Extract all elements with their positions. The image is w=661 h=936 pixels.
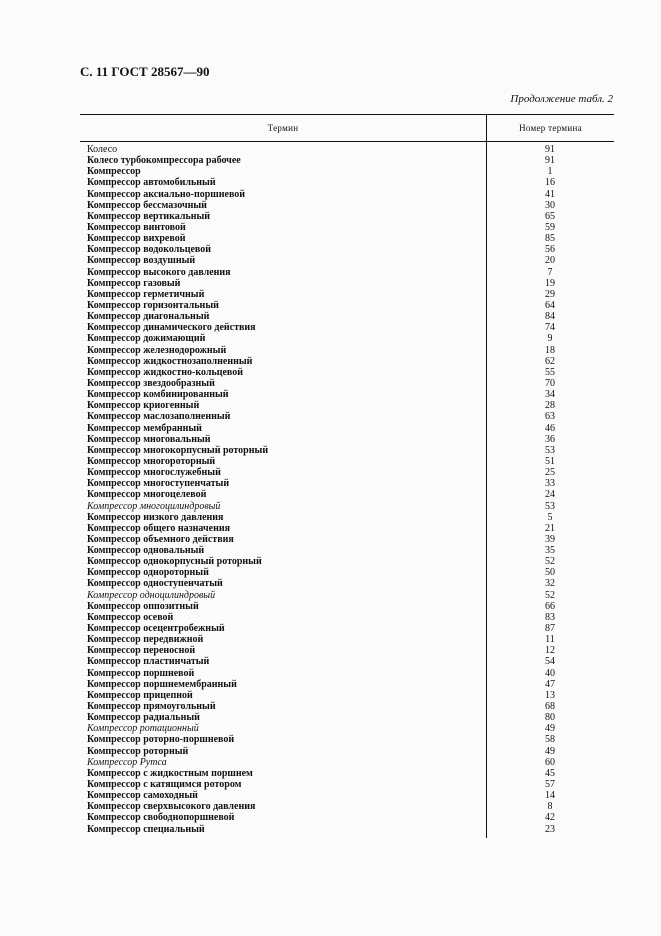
term-number-cell: 51 [545, 455, 555, 467]
term-number-cell: 60 [545, 756, 555, 768]
table-row [80, 211, 614, 222]
table-body [80, 144, 614, 835]
term-cell: Компрессор прямоугольный [87, 701, 216, 713]
table-row [80, 445, 614, 456]
table-row [80, 556, 614, 567]
term-cell: Компрессор водокольцевой [87, 244, 211, 256]
table-row [80, 679, 614, 690]
term-number-cell: 32 [545, 578, 555, 590]
table-row [80, 701, 614, 712]
term-cell: Компрессор многовальный [87, 433, 211, 445]
table-row [80, 723, 614, 734]
term-cell: Компрессор однокорпусный роторный [87, 556, 262, 568]
term-cell: Компрессор с жидкостным поршнем [87, 767, 253, 779]
term-number-cell: 83 [545, 611, 555, 623]
term-number-cell: 35 [545, 545, 555, 557]
table-row [80, 768, 614, 779]
table-row [80, 534, 614, 545]
table-row [80, 656, 614, 667]
table-row [80, 746, 614, 757]
table-row [80, 545, 614, 556]
table-row [80, 734, 614, 745]
table-row [80, 478, 614, 489]
term-cell: Компрессор роторно-поршневой [87, 734, 235, 746]
term-cell: Компрессор специальный [87, 823, 205, 835]
page-header: С. 11 ГОСТ 28567—90 [80, 64, 210, 79]
table-row [80, 144, 614, 155]
term-cell: Компрессор криогенный [87, 400, 200, 412]
table-header-rule [80, 141, 614, 142]
table-row [80, 690, 614, 701]
table-row [80, 222, 614, 233]
term-number-cell: 62 [545, 355, 555, 367]
term-number-cell: 47 [545, 678, 555, 690]
term-number-cell: 20 [545, 255, 555, 267]
term-cell: Компрессор герметичный [87, 288, 205, 300]
term-cell: Компрессор одноступенчатый [87, 578, 223, 590]
term-cell: Компрессор объемного действия [87, 533, 234, 545]
table-row [80, 267, 614, 278]
table-row [80, 489, 614, 500]
term-cell: Компрессор одноцилиндровый [87, 589, 216, 601]
table-row [80, 712, 614, 723]
term-number-cell: 55 [545, 366, 555, 378]
table-row [80, 623, 614, 634]
term-number-cell: 12 [545, 645, 555, 657]
term-number-cell: 34 [545, 389, 555, 401]
table-row [80, 523, 614, 534]
term-number-cell: 70 [545, 377, 555, 389]
term-cell: Компрессор мембранный [87, 422, 202, 434]
term-cell: Компрессор радиальный [87, 712, 200, 724]
term-number-cell: 74 [545, 322, 555, 334]
term-cell: Компрессор с катящимся ротором [87, 779, 242, 791]
term-number-cell: 42 [545, 812, 555, 824]
terms-table [80, 114, 614, 838]
table-row [80, 189, 614, 200]
term-number-cell: 64 [545, 299, 555, 311]
term-number-cell: 58 [545, 734, 555, 746]
term-number-cell: 1 [547, 166, 553, 178]
table-row [80, 512, 614, 523]
table-row [80, 255, 614, 266]
term-number-cell: 29 [545, 288, 555, 300]
term-number-cell: 41 [545, 188, 555, 200]
table-row [80, 779, 614, 790]
term-cell: Компрессор однороторный [87, 567, 209, 579]
table-row [80, 389, 614, 400]
term-number-cell: 23 [545, 823, 555, 835]
table-row [80, 790, 614, 801]
term-cell: Компрессор Рутса [87, 756, 167, 768]
term-cell: Компрессор прицепной [87, 689, 193, 701]
term-number-cell: 30 [545, 199, 555, 211]
term-number-cell: 8 [547, 801, 553, 813]
table-top-rule [80, 114, 614, 115]
term-number-cell: 36 [545, 433, 555, 445]
term-cell: Компрессор переносной [87, 645, 196, 657]
term-number-cell: 91 [545, 144, 555, 155]
table-row [80, 311, 614, 322]
term-number-cell: 14 [545, 790, 555, 802]
term-number-cell: 52 [545, 589, 555, 601]
term-cell: Компрессор звездообразный [87, 377, 215, 389]
term-number-cell: 57 [545, 779, 555, 791]
table-row [80, 824, 614, 835]
term-number-cell: 59 [545, 221, 555, 233]
term-number-cell: 5 [547, 511, 553, 523]
table-row [80, 668, 614, 679]
table-row [80, 634, 614, 645]
table-row [80, 345, 614, 356]
table-row [80, 801, 614, 812]
term-number-cell: 84 [545, 311, 555, 323]
column-header-number: Номер термина [519, 123, 582, 133]
term-number-cell: 24 [545, 489, 555, 501]
term-number-cell: 68 [545, 701, 555, 713]
term-cell: Компрессор высокого давления [87, 266, 231, 278]
term-number-cell: 25 [545, 467, 555, 479]
term-number-cell: 63 [545, 411, 555, 423]
term-cell: Компрессор многоступенчатый [87, 478, 230, 490]
term-number-cell: 52 [545, 556, 555, 568]
term-cell: Компрессор автомобильный [87, 177, 216, 189]
term-cell: Компрессор поршнемембранный [87, 678, 237, 690]
table-row [80, 590, 614, 601]
table-row [80, 155, 614, 166]
table-row [80, 378, 614, 389]
table-row [80, 166, 614, 177]
term-cell: Компрессор свободнопоршневой [87, 812, 235, 824]
term-number-cell: 49 [545, 745, 555, 757]
term-number-cell: 45 [545, 767, 555, 779]
term-cell: Компрессор жидкостнозаполненный [87, 355, 253, 367]
term-cell: Компрессор пластинчатый [87, 656, 210, 668]
table-row [80, 612, 614, 623]
term-cell: Колесо [87, 144, 118, 155]
term-cell: Компрессор многокорпусный роторный [87, 444, 269, 456]
term-number-cell: 66 [545, 600, 555, 612]
table-row [80, 467, 614, 478]
table-row [80, 757, 614, 768]
term-number-cell: 33 [545, 478, 555, 490]
term-cell: Компрессор оппозитный [87, 600, 199, 612]
term-cell: Компрессор многослужебный [87, 467, 221, 479]
term-number-cell: 16 [545, 177, 555, 189]
term-cell: Компрессор передвижной [87, 634, 204, 646]
term-number-cell: 53 [545, 444, 555, 456]
term-cell: Компрессор воздушный [87, 255, 196, 267]
term-cell: Компрессор динамического действия [87, 322, 256, 334]
term-cell: Компрессор многороторный [87, 455, 216, 467]
term-cell: Компрессор вертикальный [87, 210, 211, 222]
term-cell: Компрессор вихревой [87, 233, 186, 245]
term-cell: Компрессор бессмазочный [87, 199, 207, 211]
term-cell: Компрессор маслозаполненный [87, 411, 231, 423]
term-number-cell: 91 [545, 155, 555, 167]
term-cell: Компрессор многоцилиндровый [87, 500, 221, 512]
term-cell: Компрессор одновальный [87, 545, 205, 557]
term-number-cell: 9 [547, 333, 553, 345]
term-number-cell: 49 [545, 723, 555, 735]
term-cell: Компрессор сверхвысокого давления [87, 801, 256, 813]
term-number-cell: 85 [545, 233, 555, 245]
term-number-cell: 28 [545, 400, 555, 412]
term-number-cell: 21 [545, 522, 555, 534]
term-cell: Компрессор железнодорожный [87, 344, 227, 356]
table-row [80, 400, 614, 411]
term-cell: Компрессор дожимающий [87, 333, 206, 345]
term-number-cell: 50 [545, 567, 555, 579]
table-row [80, 411, 614, 422]
term-cell: Компрессор поршневой [87, 667, 195, 679]
term-cell: Компрессор [87, 166, 141, 178]
term-number-cell: 11 [545, 634, 555, 646]
term-number-cell: 19 [545, 277, 555, 289]
term-number-cell: 56 [545, 244, 555, 256]
term-cell: Компрессор винтовой [87, 221, 186, 233]
table-row [80, 200, 614, 211]
term-number-cell: 39 [545, 533, 555, 545]
table-row [80, 244, 614, 255]
term-number-cell: 80 [545, 712, 555, 724]
table-row [80, 322, 614, 333]
table-row [80, 177, 614, 188]
term-cell: Компрессор осевой [87, 611, 174, 623]
term-cell: Компрессор многоцелевой [87, 489, 207, 501]
table-row [80, 233, 614, 244]
term-number-cell: 40 [545, 667, 555, 679]
table-row [80, 300, 614, 311]
table-row [80, 567, 614, 578]
term-number-cell: 65 [545, 210, 555, 222]
term-cell: Колесо турбокомпрессора рабочее [87, 155, 241, 167]
term-cell: Компрессор роторный [87, 745, 189, 757]
table-row [80, 367, 614, 378]
term-number-cell: 54 [545, 656, 555, 668]
table-row [80, 289, 614, 300]
term-number-cell: 7 [547, 266, 553, 278]
table-row [80, 601, 614, 612]
table-row [80, 812, 614, 823]
term-cell: Компрессор комбинированный [87, 389, 229, 401]
term-cell: Компрессор ротационный [87, 723, 199, 735]
column-header-term: Термин [267, 123, 299, 133]
table-row [80, 456, 614, 467]
term-cell: Компрессор общего назначения [87, 522, 231, 534]
table-row [80, 645, 614, 656]
table-continuation-label: Продолжение табл. 2 [510, 93, 613, 105]
table-row [80, 333, 614, 344]
term-number-cell: 87 [545, 623, 555, 635]
term-cell: Компрессор низкого давления [87, 511, 224, 523]
table-row [80, 434, 614, 445]
table-row [80, 578, 614, 589]
term-number-cell: 46 [545, 422, 555, 434]
term-number-cell: 53 [545, 500, 555, 512]
term-cell: Компрессор осецентробежный [87, 623, 225, 635]
term-cell: Компрессор горизонтальный [87, 299, 219, 311]
term-cell: Компрессор жидкостно-кольцевой [87, 366, 244, 378]
term-number-cell: 18 [545, 344, 555, 356]
term-number-cell: 13 [545, 689, 555, 701]
term-cell: Компрессор газовый [87, 277, 181, 289]
table-row [80, 423, 614, 434]
term-cell: Компрессор диагональный [87, 311, 210, 323]
table-row [80, 501, 614, 512]
term-cell: Компрессор аксиально-поршневой [87, 188, 246, 200]
table-row [80, 356, 614, 367]
table-row [80, 278, 614, 289]
term-cell: Компрессор самоходный [87, 790, 198, 802]
